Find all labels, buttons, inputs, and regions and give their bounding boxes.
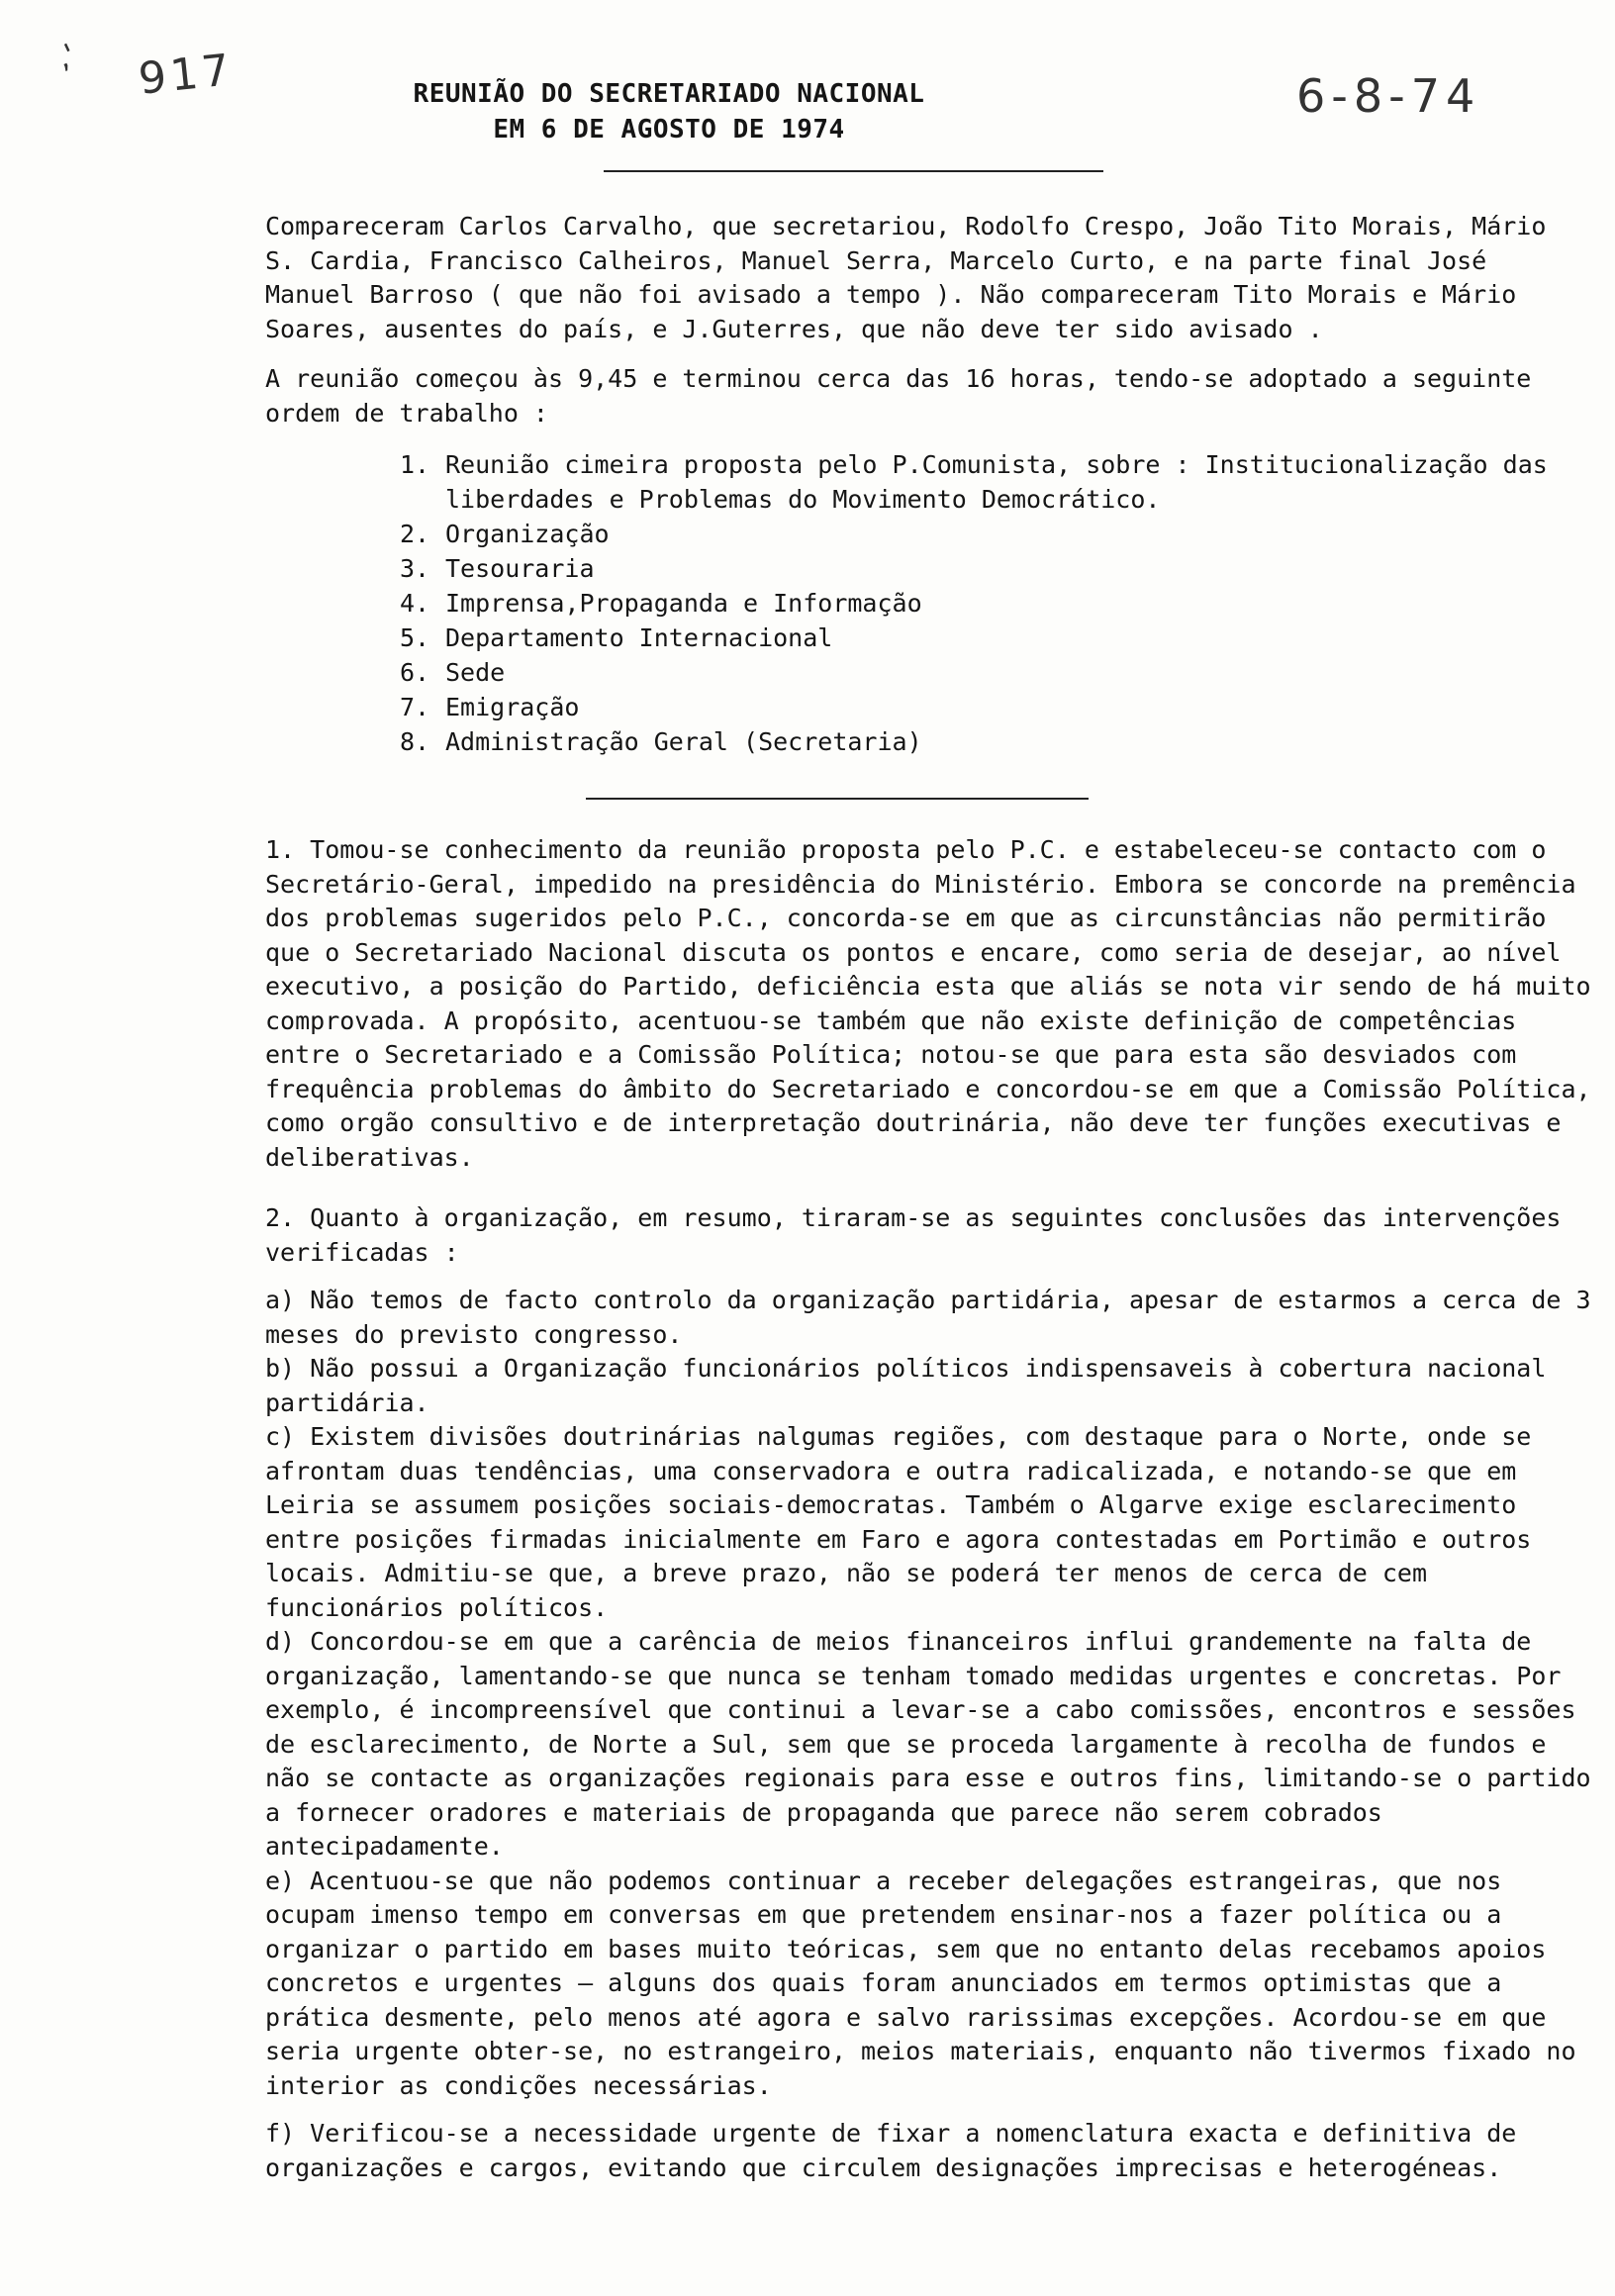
handwritten-date-top-right: 6-8-74 [1296, 69, 1481, 123]
title-underline [604, 170, 1103, 172]
document-title-line1: REUNIÃO DO SECRETARIADO NACIONAL [413, 79, 925, 109]
document-title-line2: EM 6 DE AGOSTO DE 1974 [493, 115, 845, 144]
section-2-item-e: e) Acentuou-se que não podemos continuar a receber delegações estrangeiras, que nos ocupam imenso tempo em conversas em que pretendem ensinar-nos a fazer política ou a organizar o partido em bases muito teóricas, sem que no entanto delas recebamos apoios concretos e urgentes — alguns dos quais foram anunciados em termos optimistas que a prática desmente, pelo menos até agora e salvo rarissimas excepções. Acordou-se em que seria urgente obter-se, no estrangeiro, meios materiais, enquanto não tivermos fixado no interior as condições necessárias. [265, 1866, 1576, 2100]
agenda-item: 4. Imprensa,Propaganda e Informação [400, 589, 922, 618]
section-2-item-f: f) Verificou-se a necessidade urgente de fixar a nomenclatura exacta e definitiva de organizações e cargos, evitando que circulem designações imprecisas e heterogéneas. [265, 2119, 1517, 2182]
attendance-paragraph [265, 210, 1548, 346]
agenda-item: 6. Sede [400, 658, 506, 687]
section-2-intro: 2. Quanto à organização, em resumo, tiraram-se as seguintes conclusões das intervenções verificadas : [265, 1203, 1562, 1267]
section-2 [265, 1201, 1591, 2185]
section-2-item-d: d) Concordou-se em que a carência de meios financeiros influi grandemente na falta de organização, lamentando-se que nunca se tenham tomado medidas urgentes e concretas. Por exemplo, é incompreensível que continui a levar-se a cabo comissões, encontros e sessões de esclarecimento, de Norte a Sul, sem que se proceda largamente à recolha de fundos e não se contacte as organizações regionais para esse e outros fins, limitando-se o partido a fornecer oradores e materiais de propaganda que parece não serem cobrados antecipadamente. [265, 1627, 1591, 1861]
agenda-item: 1. Reunião cimeira proposta pelo P.Comunista, sobre : Institucionalização das liberdades e Problemas do Movimento Democrático. [400, 450, 1548, 514]
section-2-item-c: c) Existem divisões doutrinárias nalgumas regiões, com destaque para o Norte, onde se afrontam duas tendências, uma conservadora e outra radicalizada, e notando-se que em Leiria se assumem posições sociais-democratas. Também o Algarve exige esclarecimento entre posições firmadas inicialmente em Faro e agora contestadas em Portimão e outros locais. Admitiu-se que, a breve prazo, não se poderá ter menos de cerca de cem funcionários políticos. [265, 1422, 1532, 1622]
agenda-intro-text: A reunião começou às 9,45 e terminou cerca das 16 horas, tendo-se adoptado a seguinte ordem de trabalho : [265, 364, 1532, 428]
agenda-list [400, 447, 1568, 759]
section-2-item-b: b) Não possui a Organização funcionários políticos indispensaveis à cobertura nacional partidária. [265, 1354, 1547, 1417]
agenda-item: 3. Tesouraria [400, 554, 595, 583]
agenda-item: 7. Emigração [400, 693, 580, 721]
section-divider [586, 798, 1089, 800]
section-1-text: 1. Tomou-se conhecimento da reunião proposta pelo P.C. e estabeleceu-se contacto com o Secretário-Geral, impedido na presidência do Ministério. Embora se concorde na premência dos problemas sugeridos pelo P.C., concorda-se em que as circunstâncias não permitirão que o Secretariado Nacional discuta os pontos e encare, como seria de desejar, ao nível executivo, a posição do Partido, deficiência esta que aliás se nota vir sendo de há muito comprovada. A propósito, acentuou-se também que não existe definição de competências entre o Secretariado e a Comissão Política; notou-se que para esta são desviados com frequência problemas do âmbito do Secretariado e concordou-se em que a Comissão Política, como orgão consultivo e de interpretação doutrinária, não deve ter funções executivas e deliberativas. [265, 835, 1591, 1172]
agenda-item: 2. Organização [400, 520, 610, 548]
agenda-item: 8. Administração Geral (Secretaria) [400, 727, 922, 756]
margin-mark: ,' [50, 37, 82, 77]
agenda-intro-paragraph [265, 362, 1548, 430]
agenda-item: 5. Departamento Internacional [400, 623, 833, 652]
handwritten-number-top-left: 917 [136, 45, 237, 105]
section-2-item-a: a) Não temos de facto controlo da organização partidária, apesar de estarmos a cerca de 3 meses do previsto congresso. [265, 1286, 1591, 1349]
section-1 [265, 833, 1591, 1175]
attendance-text: Compareceram Carlos Carvalho, que secretariou, Rodolfo Crespo, João Tito Morais, Mário S. Cardia, Francisco Calheiros, Manuel Serra, Marcelo Curto, e na parte final José Manuel Barroso ( que não foi avisado a tempo ). Não compareceram Tito Morais e Mário Soares, ausentes do país, e J.Guterres, que não deve ter sido avisado . [265, 212, 1547, 343]
